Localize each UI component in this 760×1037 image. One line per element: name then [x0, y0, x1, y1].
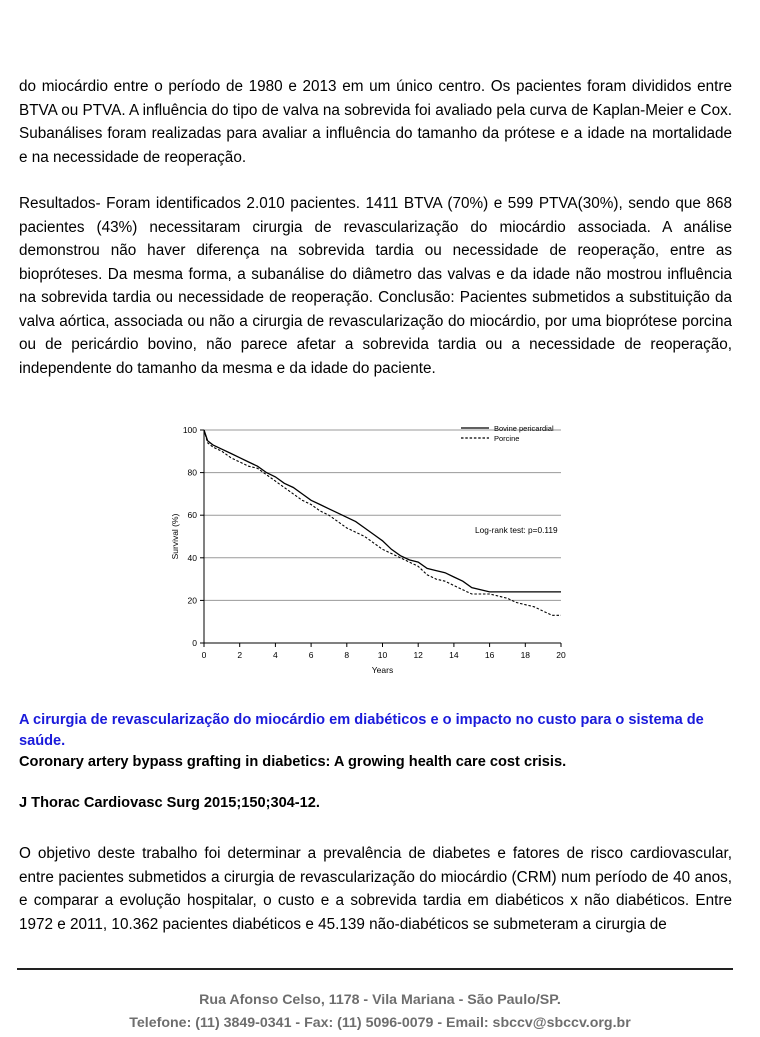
x-tick-label: 6 [308, 650, 314, 660]
objective-paragraph: O objetivo deste trabalho foi determinar a prevalência de diabetes e fatores de risco cardiovascular, entre pacientes submetidos a cirurgia de revascularização do miocárdio (CRM) num período de 40 anos, e comparar a evolução hospitalar, o custo e a sobrevida tardia em diabéticos x não diabéticos. Entre 1972 e 2011, 10.362 pacientes diabéticos e 45.139 não-diabéticos se submeteram a cirurgia de [19, 845, 732, 933]
x-tick-label: 20 [556, 650, 566, 660]
x-tick-label: 0 [201, 650, 207, 660]
y-axis-label: Survival (%) [170, 513, 180, 560]
methods-paragraph: do miocárdio entre o período de 1980 e 2013 em um único centro. Os pacientes foram divididos entre BTVA ou PTVA. A influência do tipo de valva na sobrevida foi avaliado pela curva de Kaplan-Meier e Cox. Subanálises foram realizadas para avaliar a influência do tamanho da prótese e a idade na mortalidade e na necessidade de reoperação. [19, 78, 732, 166]
footer-contact: Telefone: (11) 3849-0341 - Fax: (11) 5096-0079 - Email: sbccv@sbccv.org.br [129, 1015, 631, 1031]
y-tick-label: 20 [187, 595, 197, 606]
x-tick-label: 18 [520, 650, 531, 660]
x-tick-label: 14 [449, 650, 459, 660]
footer-address: Rua Afonso Celso, 1178 - Vila Mariana - São Paulo/SP. [199, 992, 561, 1008]
x-tick-label: 10 [377, 650, 388, 660]
legend-label: Bovine pericardial [494, 424, 554, 433]
article-title-en: Coronary artery bypass grafting in diabetics: A growing health care cost crisis. [19, 754, 567, 770]
x-tick-label: 2 [237, 650, 243, 660]
results-paragraph: Resultados- Foram identificados 2.010 pacientes. 1411 BTVA (70%) e 599 PTVA(30%), sendo que 868 pacientes (43%) necessitaram cirurgia de revascularização do miocárdio associada. A análise demonstrou não haver diferença na sobrevida tardia ou necessidade de reoperação, entre as biopróteses. Da mesma forma, a subanálise do diâmetro das valvas e da idade não mostrou influência na sobrevida tardia ou necessidade de reoperação. Conclusão: Pacientes submetidos a substituição da valva aórtica, associada ou não a cirurgia de revascularização do miocárdio, por uma bioprótese porcina ou de pericárdio bovino, não parece afetar a sobrevida tardia ou a necessidade de reoperação, independente do tamanho da mesma e da idade do paciente. [19, 195, 732, 377]
x-tick-label: 16 [484, 650, 495, 660]
journal-citation: J Thorac Cardiovasc Surg 2015;150;304-12. [19, 795, 320, 811]
chart-annotation: Log-rank test: p=0.119 [475, 525, 558, 536]
series-line-porcine [204, 430, 561, 615]
y-tick-label: 60 [187, 510, 197, 521]
article-title-pt: A cirurgia de revascularização do miocárdio em diabéticos e o impacto no custo para o sistema de saúde. [19, 712, 704, 749]
x-axis-label: Years [371, 665, 394, 675]
x-tick-label: 12 [413, 650, 423, 660]
legend-label: Porcine [494, 434, 520, 443]
series-line-bovine-pericardial [204, 430, 561, 592]
x-tick-label: 4 [273, 650, 278, 660]
footer-divider [17, 968, 733, 970]
survival-chart [163, 418, 593, 683]
y-tick-label: 80 [187, 467, 197, 478]
y-tick-label: 40 [187, 552, 197, 563]
y-tick-label: 0 [192, 638, 197, 648]
y-tick-label: 100 [182, 425, 197, 435]
x-tick-label: 8 [344, 650, 350, 660]
